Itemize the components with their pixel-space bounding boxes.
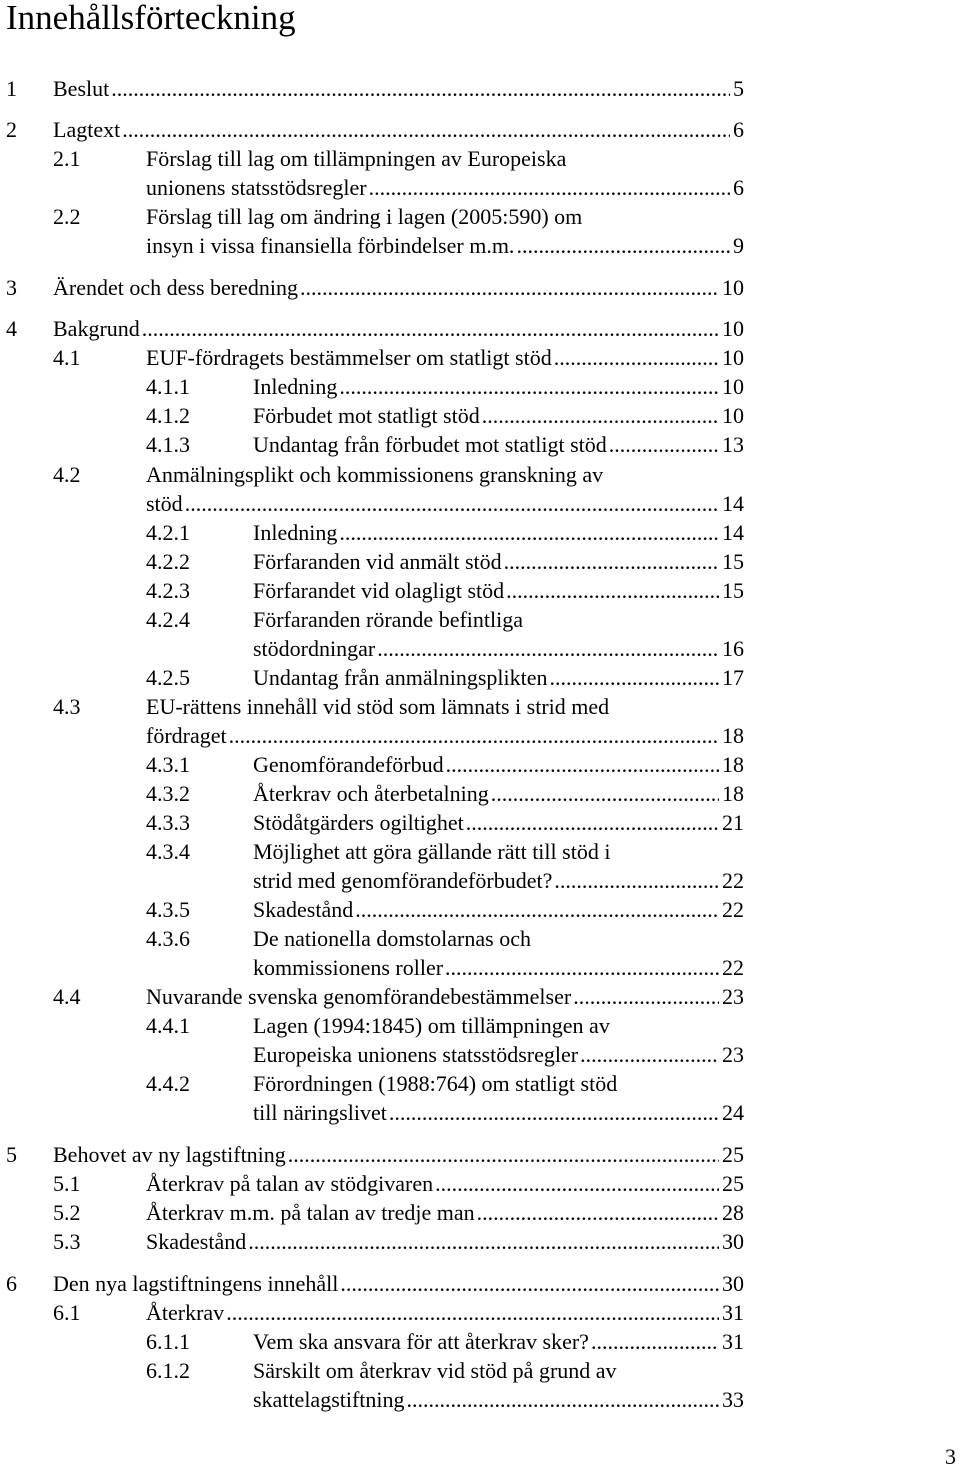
toc-entry-title-line: Lagen (1994:1845) om tillämpningen av <box>253 1013 610 1038</box>
toc-entry-title-line: Nuvarande svenska genomförandebestämmelser <box>146 984 572 1009</box>
toc-entry-page: 16 <box>722 636 744 661</box>
dot-leader <box>248 1227 719 1256</box>
toc-entry-title-line: Anmälningsplikt och kommissionens granskning av <box>146 462 604 487</box>
toc-entry-title-line: strid med genomförandeförbudet? <box>253 868 553 893</box>
toc-entry-title-line: unionens statsstödsregler <box>146 175 367 200</box>
toc-entry-number: 4.3.5 <box>146 897 190 922</box>
dot-leader <box>573 982 719 1011</box>
dot-leader <box>445 953 719 982</box>
toc-entry-page: 5 <box>733 76 744 101</box>
toc-entry-title-line: till näringslivet <box>253 1100 387 1125</box>
dot-leader <box>491 779 719 808</box>
dot-leader <box>369 173 730 202</box>
toc-entry-page: 10 <box>722 374 744 399</box>
toc-entry-number: 2.1 <box>53 146 81 171</box>
toc-entry-number: 1 <box>6 76 17 101</box>
toc-entry-number: 5 <box>6 1142 17 1167</box>
toc-entry-leader-line <box>253 401 744 430</box>
toc-entry-leader-line <box>146 489 744 518</box>
toc-entry-page: 25 <box>722 1171 744 1196</box>
toc-entry-page: 13 <box>722 432 744 457</box>
dot-leader <box>446 750 719 779</box>
toc-entry-page: 22 <box>722 868 744 893</box>
toc-entry-page: 23 <box>722 984 744 1009</box>
toc-entry-page: 30 <box>722 1271 744 1296</box>
toc-entry-number: 6.1 <box>53 1300 81 1325</box>
toc-entry-page: 9 <box>733 233 744 258</box>
dot-leader <box>435 1169 719 1198</box>
toc-entry-title-line: Förfaranden rörande befintliga <box>253 607 523 632</box>
toc-entry-leader-line <box>53 314 744 343</box>
toc-entry-title-line: Beslut <box>53 76 110 101</box>
toc-entry-title-line: Inledning <box>253 520 338 545</box>
toc-entry-title-line: fördraget <box>146 723 227 748</box>
dot-leader <box>554 866 719 895</box>
toc-entry-number: 3 <box>6 275 17 300</box>
toc-entry-leader-line <box>146 231 744 260</box>
toc-entry-title-line: EU-rättens innehåll vid stöd som lämnats i strid med <box>146 694 610 719</box>
toc-entry-title-line: Förfarandet vid olagligt stöd <box>253 578 505 603</box>
toc-entry-number: 4.2.4 <box>146 607 190 632</box>
toc-entry-number: 4.2.1 <box>146 520 190 545</box>
toc-entry-number: 2.2 <box>53 204 81 229</box>
toc-entry-number: 4.3.4 <box>146 839 190 864</box>
dot-leader <box>580 1040 719 1069</box>
toc-entry-leader-line <box>253 576 744 605</box>
toc-entry-leader-line <box>53 115 744 144</box>
toc-entry-leader-line <box>146 982 744 1011</box>
dot-leader <box>554 343 719 372</box>
toc-entry-title-line: Återkrav och återbetalning <box>253 781 489 806</box>
toc-entry-leader-line <box>146 1198 744 1227</box>
toc-entry-leader-line <box>253 518 744 547</box>
toc-entry-number: 4.3.3 <box>146 810 190 835</box>
dot-leader <box>549 663 719 692</box>
toc-entry-leader-line <box>253 1098 744 1127</box>
dot-leader <box>339 372 719 401</box>
toc-entry-leader-line <box>53 273 744 302</box>
dot-leader <box>226 1298 719 1327</box>
toc-entry-page: 31 <box>722 1300 744 1325</box>
toc-entry-page: 15 <box>722 578 744 603</box>
dot-leader <box>340 1269 719 1298</box>
toc-entry-number: 4.3 <box>53 694 81 719</box>
toc-entry-page: 33 <box>722 1387 744 1412</box>
toc-entry-number: 5.1 <box>53 1171 81 1196</box>
toc-entry-number: 6.1.1 <box>146 1329 190 1354</box>
toc-entry-page: 25 <box>722 1142 744 1167</box>
toc-entry-page: 21 <box>722 810 744 835</box>
toc-entry-page: 28 <box>722 1200 744 1225</box>
dot-leader <box>591 1327 719 1356</box>
toc-entry-number: 6.1.2 <box>146 1358 190 1383</box>
toc-entry-leader-line <box>146 173 744 202</box>
toc-entry-leader-line <box>253 779 744 808</box>
toc-entry-page: 10 <box>722 403 744 428</box>
dot-leader <box>609 430 719 459</box>
toc-entry-number: 4.2 <box>53 462 81 487</box>
toc-entry-title-line: Förfaranden vid anmält stöd <box>253 549 502 574</box>
toc-entry-page: 30 <box>722 1229 744 1254</box>
toc-entry-title-line: Undantag från förbudet mot statligt stöd <box>253 432 607 457</box>
toc-entry-leader-line <box>253 372 744 401</box>
toc-entry-number: 4.2.3 <box>146 578 190 603</box>
toc-entry-page: 22 <box>722 955 744 980</box>
toc-entry-title-line: Europeiska unionens statsstödsregler <box>253 1042 579 1067</box>
toc-entry-title-line: De nationella domstolarnas och <box>253 926 531 951</box>
toc-entry-page: 18 <box>722 781 744 806</box>
dot-leader <box>477 1198 719 1227</box>
toc-entry-title-line: Återkrav m.m. på talan av tredje man <box>146 1200 475 1225</box>
toc-entry-leader-line <box>253 895 744 924</box>
toc-entry-number: 4.3.1 <box>146 752 190 777</box>
toc-entry-page: 10 <box>722 345 744 370</box>
toc-entry-leader-line <box>253 634 744 663</box>
dot-leader <box>300 273 719 302</box>
toc-entry-title-line: Återkrav på talan av stödgivaren <box>146 1171 434 1196</box>
toc-entry-number: 4.4.1 <box>146 1013 190 1038</box>
toc-entry-leader-line <box>253 750 744 779</box>
toc-entry-number: 4.2.5 <box>146 665 190 690</box>
dot-leader <box>407 1385 719 1414</box>
toc-entry-number: 5.3 <box>53 1229 81 1254</box>
toc-entry-number: 2 <box>6 117 17 142</box>
toc-entry-page: 17 <box>722 665 744 690</box>
dot-leader <box>288 1140 719 1169</box>
dot-leader <box>516 231 730 260</box>
toc-entry-title-line: stöd <box>146 491 183 516</box>
toc-entry-leader-line <box>53 1140 744 1169</box>
toc-entry-page: 23 <box>722 1042 744 1067</box>
toc-entry-page: 6 <box>733 117 744 142</box>
toc-entry-leader-line <box>253 430 744 459</box>
toc-entry-leader-line <box>53 1269 744 1298</box>
toc-entry-title-line: stödordningar <box>253 636 376 661</box>
toc-entry-number: 4.3.6 <box>146 926 190 951</box>
toc-entry-leader-line <box>146 1227 744 1256</box>
dot-leader <box>482 401 719 430</box>
toc-entry-number: 4.1.2 <box>146 403 190 428</box>
toc-entry-leader-line <box>146 1298 744 1327</box>
toc-entry-title-line: EUF-fördragets bestämmelser om statligt stöd <box>146 345 552 370</box>
toc-entry-number: 4.1.3 <box>146 432 190 457</box>
toc-entry-number: 4.3.2 <box>146 781 190 806</box>
dot-leader <box>355 895 719 924</box>
toc-entry-page: 10 <box>722 316 744 341</box>
toc-entry-leader-line <box>253 663 744 692</box>
toc-entry-title-line: skattelagstiftning <box>253 1387 405 1412</box>
toc-entry-title-line: Behovet av ny lagstiftning <box>53 1142 286 1167</box>
toc-entry-number: 4.1 <box>53 345 81 370</box>
toc-entry-title-line: Förslag till lag om tillämpningen av Europeiska <box>146 146 567 171</box>
toc-entry-leader-line <box>146 343 744 372</box>
toc-entry-title-line: Vem ska ansvara för att återkrav sker? <box>253 1329 589 1354</box>
toc-entry-title-line: Bakgrund <box>53 316 140 341</box>
toc-entry-number: 4 <box>6 316 17 341</box>
toc-entry-page: 14 <box>722 520 744 545</box>
toc-entry-title-line: Förbudet mot statligt stöd <box>253 403 480 428</box>
toc-entry-page: 22 <box>722 897 744 922</box>
toc-entry-number: 6 <box>6 1271 17 1296</box>
dot-leader <box>504 547 719 576</box>
toc-entry-title-line: Möjlighet att göra gällande rätt till stöd i <box>253 839 611 864</box>
dot-leader <box>111 74 730 103</box>
toc-entry-page: 6 <box>733 175 744 200</box>
dot-leader <box>377 634 719 663</box>
toc-entry-page: 10 <box>722 275 744 300</box>
toc-entry-title-line: Skadestånd <box>253 897 354 922</box>
toc-entry-leader-line <box>253 1385 744 1414</box>
toc-entry-leader-line <box>253 953 744 982</box>
toc-entry-leader-line <box>253 547 744 576</box>
toc-entry-page: 31 <box>722 1329 744 1354</box>
toc-entry-title-line: Undantag från anmälningsplikten <box>253 665 548 690</box>
toc-entry-leader-line <box>253 1040 744 1069</box>
toc-entry-page: 24 <box>722 1100 744 1125</box>
toc-entry-number: 4.4.2 <box>146 1071 190 1096</box>
toc-entry-title-line: Skadestånd <box>146 1229 247 1254</box>
toc-entry-title-line: Återkrav <box>146 1300 225 1325</box>
toc-entry-page: 14 <box>722 491 744 516</box>
dot-leader <box>339 518 719 547</box>
toc-entry-title-line: Särskilt om återkrav vid stöd på grund av <box>253 1358 617 1383</box>
toc-entry-title-line: insyn i vissa finansiella förbindelser m.m. <box>146 233 515 258</box>
toc-entry-title-line: Genomförandeförbud <box>253 752 444 777</box>
toc-entry-page: 18 <box>722 723 744 748</box>
toc-entry-number: 4.1.1 <box>146 374 190 399</box>
toc-entry-title-line: Inledning <box>253 374 338 399</box>
toc-entry-page: 15 <box>722 549 744 574</box>
toc-entry-title-line: Förslag till lag om ändring i lagen (2005:590) om <box>146 204 583 229</box>
toc-entry-leader-line <box>253 1327 744 1356</box>
page-number: 3 <box>945 1444 956 1469</box>
toc-entry-title-line: Den nya lagstiftningens innehåll <box>53 1271 339 1296</box>
page-title: Innehållsförteckning <box>6 0 296 37</box>
dot-leader <box>506 576 719 605</box>
toc-entry-number: 5.2 <box>53 1200 81 1225</box>
dot-leader <box>142 314 719 343</box>
dot-leader <box>122 115 730 144</box>
toc-entry-title-line: Ärendet och dess beredning <box>53 275 298 300</box>
toc-entry-leader-line <box>53 74 744 103</box>
toc-entry-number: 4.4 <box>53 984 81 1009</box>
toc-entry-title-line: Förordningen (1988:764) om statligt stöd <box>253 1071 618 1096</box>
toc-entry-page: 18 <box>722 752 744 777</box>
toc-entry-title-line: Lagtext <box>53 117 121 142</box>
toc-entry-title-line: Stödåtgärders ogiltighet <box>253 810 464 835</box>
dot-leader <box>185 489 719 518</box>
toc-entry-leader-line <box>146 721 744 750</box>
toc-entry-leader-line <box>253 866 744 895</box>
dot-leader <box>389 1098 719 1127</box>
toc-entry-number: 4.2.2 <box>146 549 190 574</box>
dot-leader <box>229 721 719 750</box>
toc-entry-leader-line <box>253 808 744 837</box>
toc-entry-title-line: kommissionens roller <box>253 955 444 980</box>
toc-entry-leader-line <box>146 1169 744 1198</box>
dot-leader <box>466 808 719 837</box>
